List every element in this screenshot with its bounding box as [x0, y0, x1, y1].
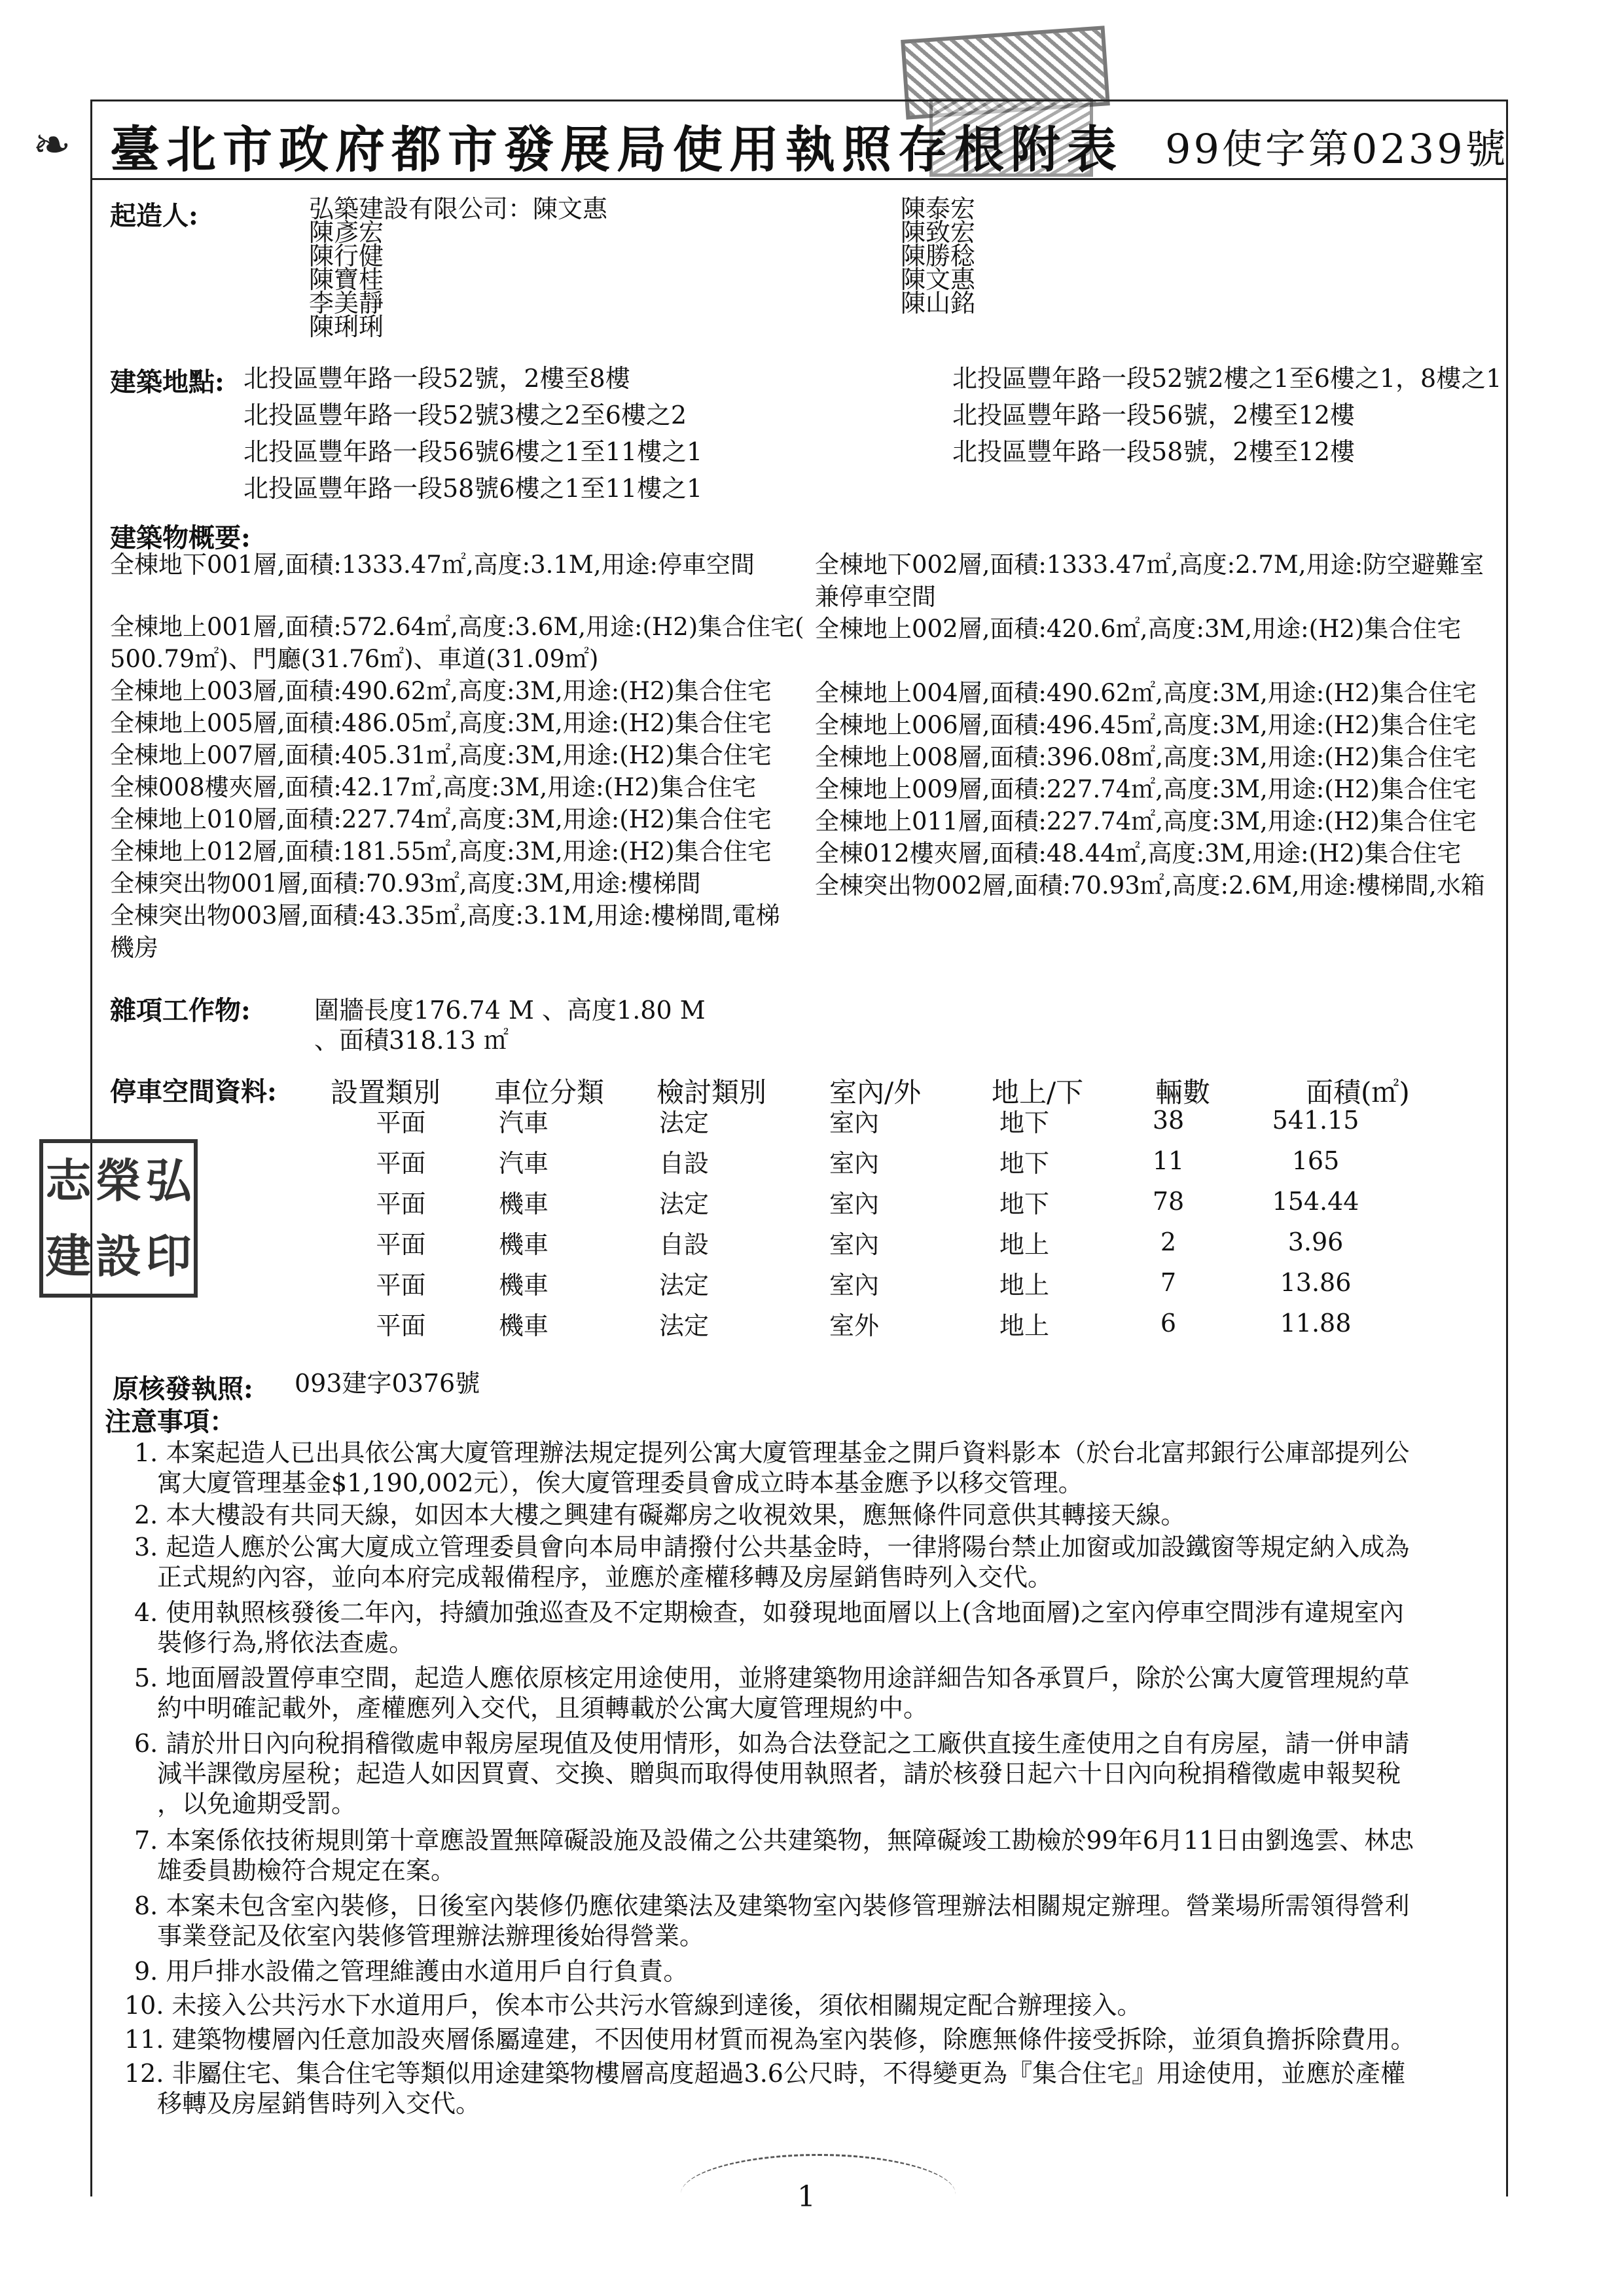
note-line: 正式規約內容，並向本府完成報備程序，並應於產權移轉及房屋銷售時列入交代。: [157, 1563, 1053, 1592]
applicant-label: 起造人:: [110, 200, 198, 231]
parking-col-header: 地上/下: [992, 1076, 1084, 1108]
parking-cell: 78: [1152, 1187, 1185, 1216]
floor-entry: 全棟突出物001層,面積:70.93㎡,高度:3M,用途:樓梯間: [110, 869, 701, 898]
parking-cell: 11: [1152, 1146, 1185, 1175]
parking-cell: 室內: [829, 1108, 879, 1137]
applicant-list-left: [309, 194, 607, 342]
parking-cell: 室內: [829, 1189, 879, 1218]
seal-char: 志: [45, 1154, 92, 1208]
applicant-name: 陳彥宏: [309, 218, 384, 247]
note-line: 7. 本案係依技術規則第十章應設置無障礙設施及設備之公共建築物，無障礙竣工勘檢於99年6月11日由劉逸雲、林忠: [134, 1826, 1414, 1855]
document-title: 臺北市政府都市發展局使用執照存根附表: [110, 120, 1123, 179]
parking-cell: 平面: [376, 1108, 426, 1137]
parking-cell: 地上: [999, 1270, 1049, 1300]
applicant-name: 陳寶桂: [309, 265, 384, 294]
floor-entry: 全棟地下002層,面積:1333.47㎡,高度:2.7M,用途:防空避難室: [815, 551, 1484, 579]
site-list-left: [243, 360, 702, 507]
note-line: 9. 用戶排水設備之管理維護由水道用戶自行負責。: [134, 1957, 689, 1986]
parking-cell: 室內: [829, 1270, 879, 1300]
parking-cell: 3.96: [1287, 1228, 1344, 1256]
parking-col-header: 輛數: [1155, 1076, 1211, 1108]
seal-char: 榮: [95, 1154, 141, 1208]
applicant-name: 陳勝稔: [901, 242, 976, 270]
site-address: 北投區豐年路一段58號，2樓至12樓: [952, 437, 1355, 466]
parking-cell: 地上: [999, 1230, 1049, 1259]
parking-cell: 室內: [829, 1230, 879, 1259]
floor-entry: 全棟地下001層,面積:1333.47㎡,高度:3.1M,用途:停車空間: [110, 551, 755, 579]
site-address: 北投區豐年路一段52號2樓之1至6樓之1，8樓之1: [952, 364, 1502, 393]
parking-col-header: 檢討類別: [656, 1076, 767, 1108]
floor-entry: 全棟地上001層,面積:572.64㎡,高度:3.6M,用途:(H2)集合住宅(: [110, 613, 804, 641]
parking-cell: 165: [1291, 1146, 1340, 1175]
parking-col-header: 面積(㎡): [1306, 1076, 1410, 1108]
note-line: 寓大廈管理基金$1,190,002元），俟大廈管理委員會成立時本基金應予以移交管理。: [157, 1468, 1083, 1497]
parking-cell: 法定: [658, 1108, 709, 1137]
applicant-name: 陳文惠: [901, 265, 976, 294]
parking-table: [357, 1100, 1401, 1343]
parking-cell: 法定: [658, 1311, 709, 1340]
parking-cell: 地下: [999, 1108, 1049, 1137]
original-permit-label: 原核發執照:: [113, 1374, 253, 1404]
note-line: 12. 非屬住宅、集合住宅等類似用途建築物樓層高度超過3.6公尺時，不得變更為『集合住宅』用途使用，並應於產權: [124, 2059, 1405, 2088]
parking-cell: 平面: [376, 1311, 426, 1340]
bottom-seal-mark: [681, 2154, 956, 2234]
floor-entry: 全棟地上009層,面積:227.74㎡,高度:3M,用途:(H2)集合住宅: [815, 775, 1477, 803]
parking-cell: 平面: [376, 1270, 426, 1300]
seal-char: 設: [95, 1229, 141, 1283]
applicant-name: 陳行健: [309, 242, 384, 270]
parking-col-header: 室內/外: [829, 1076, 922, 1108]
note-line: 移轉及房屋銷售時列入交代。: [157, 2089, 481, 2118]
floor-entry: 全棟地上012層,面積:181.55㎡,高度:3M,用途:(H2)集合住宅: [110, 837, 772, 866]
site-address: 北投區豐年路一段58號6樓之1至11樓之1: [243, 474, 703, 503]
parking-cell: 法定: [658, 1189, 709, 1218]
floor-entry: 全棟地上003層,面積:490.62㎡,高度:3M,用途:(H2)集合住宅: [110, 677, 772, 705]
floor-entry: 全棟地上006層,面積:496.45㎡,高度:3M,用途:(H2)集合住宅: [815, 711, 1477, 739]
parking-cell: 汽車: [498, 1108, 548, 1137]
note-line: 8. 本案未包含室內裝修，日後室內裝修仍應依建築法及建築物室內裝修管理辦法相關規定辦理。營業場所需領得營利: [134, 1891, 1410, 1920]
floor-entry: 全棟地上010層,面積:227.74㎡,高度:3M,用途:(H2)集合住宅: [110, 805, 772, 833]
parking-cell: 7: [1160, 1268, 1177, 1297]
parking-cell: 室外: [829, 1311, 879, 1340]
table-row: [357, 1222, 1401, 1262]
permit-number: 99使字第0239號: [1165, 125, 1509, 173]
misc-works-label: 雜項工作物:: [110, 995, 251, 1026]
applicant-list-right: [901, 194, 975, 318]
floor-entry: 全棟地上008層,面積:396.08㎡,高度:3M,用途:(H2)集合住宅: [815, 743, 1477, 771]
building-list-right: [815, 549, 1485, 902]
notes-label: 注意事項：: [105, 1406, 236, 1437]
note-line: 減半課徵房屋稅；起造人如因買賣、交換、贈與而取得使用執照者，請於核發日起六十日內向稅捐稽徵處申報契稅: [157, 1759, 1401, 1788]
applicant-name: 陳致宏: [901, 218, 976, 247]
parking-cell: 自設: [658, 1230, 709, 1259]
parking-cell: 38: [1152, 1106, 1185, 1135]
parking-col-header: 設置類別: [331, 1076, 441, 1108]
note-line: 約中明確記載外，產權應列入交代，且須轉載於公寓大廈管理規約中。: [157, 1694, 929, 1722]
parking-cell: 地上: [999, 1311, 1049, 1340]
parking-cell: 2: [1160, 1228, 1177, 1256]
site-address: 北投區豐年路一段56號6樓之1至11樓之1: [243, 437, 703, 466]
note-line: 4. 使用執照核發後二年內，持續加強巡查及不定期檢查，如發現地面層以上(含地面層)之室內停車空間涉有違規室內: [134, 1598, 1404, 1627]
note-line: 5. 地面層設置停車空間，起造人應依原核定用途使用，並將建築物用途詳細告知各承買戶，除於公寓大廈管理規約草: [134, 1664, 1410, 1692]
table-row: [357, 1100, 1401, 1140]
page-number: 1: [797, 2180, 816, 2214]
note-line: 10. 未接入公共污水下水道用戶，俟本市公共污水管線到達後，須依相關規定配合辦理接入。: [124, 1991, 1142, 2020]
parking-cell: 自設: [658, 1148, 709, 1178]
parking-cell: 地下: [999, 1148, 1049, 1178]
parking-col-header: 車位分類: [494, 1076, 605, 1108]
parking-cell: 汽車: [498, 1148, 548, 1178]
floor-entry: 全棟地上005層,面積:486.05㎡,高度:3M,用途:(H2)集合住宅: [110, 709, 772, 737]
building-list-left: [110, 549, 804, 964]
company-seal-stamp: [39, 1139, 198, 1298]
parking-cell: 平面: [376, 1230, 426, 1259]
seal-char: 弘: [145, 1154, 192, 1208]
floor-entry: 全棟地上002層,面積:420.6㎡,高度:3M,用途:(H2)集合住宅: [815, 615, 1462, 643]
table-row: [357, 1262, 1401, 1303]
site-label: 建築地點:: [110, 367, 225, 397]
parking-cell: 6: [1160, 1309, 1177, 1338]
binding-mark: ❧: [33, 118, 71, 172]
floor-entry: 全棟突出物002層,面積:70.93㎡,高度:2.6M,用途:樓梯間,水箱: [815, 871, 1485, 900]
parking-cell: 11.88: [1280, 1309, 1352, 1338]
applicant-name: 陳山銘: [901, 289, 976, 318]
table-row: [357, 1181, 1401, 1222]
parking-cell: 機車: [498, 1270, 548, 1300]
seal-char: 建: [45, 1229, 92, 1283]
note-line: 裝修行為,將依法查處。: [157, 1628, 414, 1657]
misc-works-line2: 、面積318.13 ㎡: [314, 1026, 509, 1055]
note-line: 雄委員勘檢符合規定在案。: [157, 1856, 456, 1885]
note-line: 6. 請於卅日內向稅捐稽徵處申報房屋現值及使用情形，如為合法登記之工廠供直接生產使用之自有房屋，請一併申請: [134, 1729, 1410, 1758]
seal-char: 印: [145, 1229, 192, 1283]
note-line: 2. 本大樓設有共同天線，如因本大樓之興建有礙鄰房之收視效果，應無條件同意供其轉接天線。: [134, 1501, 1186, 1529]
parking-cell: 室內: [829, 1148, 879, 1178]
parking-cell: 541.15: [1272, 1106, 1359, 1135]
floor-entry: 機房: [110, 934, 158, 962]
building-label: 建築物概要:: [110, 522, 251, 553]
misc-works-line1: 圍牆長度176.74 M 、高度1.80 M: [314, 996, 706, 1025]
site-address: 北投區豐年路一段52號3樓之2至6樓之2: [243, 401, 687, 429]
parking-cell: 地下: [999, 1189, 1049, 1218]
note-line: ，以免逾期受罰。: [157, 1789, 357, 1818]
parking-cell: 13.86: [1280, 1268, 1352, 1297]
floor-entry: 全棟地上011層,面積:227.74㎡,高度:3M,用途:(H2)集合住宅: [815, 807, 1477, 835]
original-permit-value: 093建字0376號: [295, 1369, 480, 1398]
applicant-name: 李美靜: [309, 289, 384, 318]
parking-label: 停車空間資料:: [110, 1076, 277, 1107]
note-line: 3. 起造人應於公寓大廈成立管理委員會向本局申請撥付公共基金時，一律將陽台禁止加窗或加設鐵窗等規定納入成為: [134, 1533, 1410, 1561]
parking-cell: 154.44: [1272, 1187, 1359, 1216]
note-line: 事業登記及依室內裝修管理辦法辦理後始得營業。: [157, 1922, 705, 1950]
floor-entry: 兼停車空間: [815, 583, 936, 611]
parking-cell: 機車: [498, 1230, 548, 1259]
parking-cell: 平面: [376, 1148, 426, 1178]
floor-entry: 全棟地上007層,面積:405.31㎡,高度:3M,用途:(H2)集合住宅: [110, 741, 772, 769]
table-row: [357, 1303, 1401, 1343]
applicant-name: 陳琍琍: [309, 312, 384, 341]
applicant-name: 陳泰宏: [901, 194, 976, 223]
floor-entry: 全棟地上004層,面積:490.62㎡,高度:3M,用途:(H2)集合住宅: [815, 679, 1477, 707]
site-address: 北投區豐年路一段56號，2樓至12樓: [952, 401, 1355, 429]
parking-cell: 機車: [498, 1311, 548, 1340]
applicant-name: 弘築建設有限公司：陳文惠: [309, 194, 608, 223]
table-row: [357, 1140, 1401, 1181]
floor-entry: 全棟012樓夾層,面積:48.44㎡,高度:3M,用途:(H2)集合住宅: [815, 839, 1462, 867]
floor-entry: 全棟008樓夾層,面積:42.17㎡,高度:3M,用途:(H2)集合住宅: [110, 773, 757, 801]
note-line: 1. 本案起造人已出具依公寓大廈管理辦法規定提列公寓大廈管理基金之開戶資料影本（於台北富邦銀行公庫部提列公: [134, 1438, 1410, 1467]
floor-entry: 500.79㎡)、門廳(31.76㎡)、車道(31.09㎡): [110, 645, 599, 673]
parking-cell: 機車: [498, 1189, 548, 1218]
floor-entry: 全棟突出物003層,面積:43.35㎡,高度:3.1M,用途:樓梯間,電梯: [110, 902, 780, 930]
parking-cell: 法定: [658, 1270, 709, 1300]
note-line: 11. 建築物樓層內任意加設夾層係屬違建，不因使用材質而視為室內裝修，除應無條件接受拆除，並須負擔拆除費用。: [124, 2025, 1416, 2054]
site-list-right: [952, 360, 1501, 470]
parking-cell: 平面: [376, 1189, 426, 1218]
site-address: 北投區豐年路一段52號，2樓至8樓: [243, 364, 630, 393]
